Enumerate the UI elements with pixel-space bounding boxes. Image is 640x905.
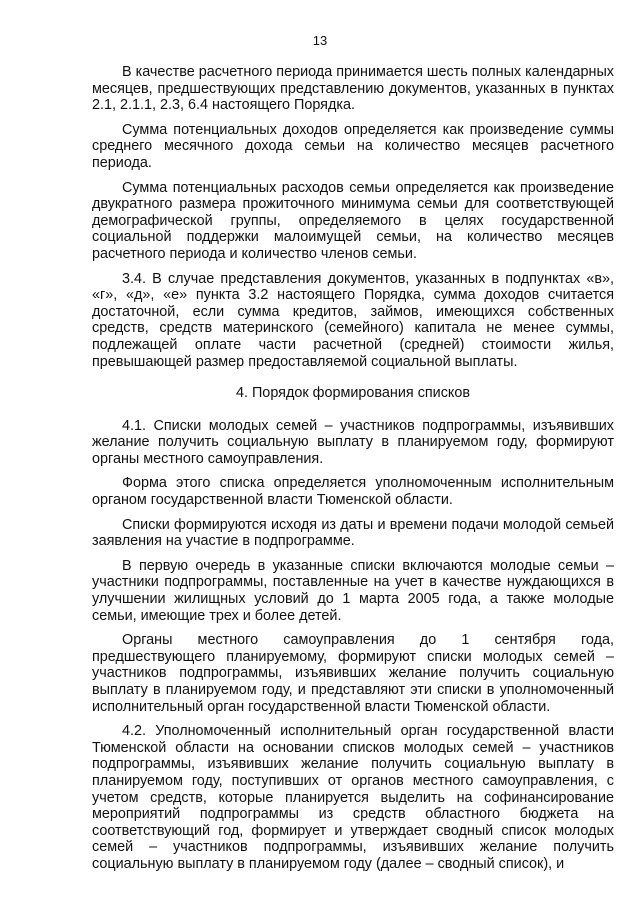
- paragraph-list-formation: Списки формируются исходя из даты и времени подачи молодой семьей заявления на участие в подпрограмме.: [92, 516, 614, 550]
- paragraph-4-1: 4.1. Списки молодых семей – участников подпрограммы, изъявивших желание получить социальную выплату в планируемом году, формируют органы местного самоуправления.: [92, 417, 614, 467]
- paragraph-calculation-period: В качестве расчетного периода принимается шесть полных календарных месяцев, предшествующих представлению документов, указанных в пунктах 2.1, 2.1.1, 2.3, 6.4 настоящего Порядка.: [92, 64, 614, 114]
- section-heading: 4. Порядок формирования списков: [235, 385, 471, 402]
- paragraph-priority-families: В первую очередь в указанные списки включаются молодые семьи – участники подпрограммы, поставленные на учет в качестве нуждающихся в улучшении жилищных условий до 1 марта 2005 года, а также молодые семьи, имеющие трех и более детей.: [92, 557, 614, 624]
- paragraph-local-authorities: Органы местного самоуправления до 1 сентября года, предшествующего планируемому, формируют списки молодых семей – участников подпрограммы, изъявивших желание получить социальную выплату в планируемом году, и представляют эти списки в уполномоченный исполнительный орган государственной власти Тюменской области.: [92, 632, 614, 715]
- paragraph-3-4: 3.4. В случае представления документов, указанных в подпунктах «в», «г», «д», «е» пункта 3.2 настоящего Порядка, сумма доходов считается достаточной, если сумма кредитов, займов, имеющихся собственных средств, средств материнского (семейного) капитала не менее суммы, подлежащей оплате части расчетной (средней) стоимости жилья, превышающей размер предоставляемой социальной выплаты.: [92, 270, 614, 370]
- paragraph-list-form: Форма этого списка определяется уполномоченным исполнительным органом государственной власти Тюменской области.: [92, 475, 614, 509]
- page-number: 13: [312, 33, 328, 48]
- paragraph-4-2: 4.2. Уполномоченный исполнительный орган государственной власти Тюменской области на основании списков молодых семей – участников подпрограммы, изъявивших желание получить социальную выплату в планируемом году, поступивших от органов местного самоуправления, с учетом средств, которые планируется выделить на софинансирование мероприятий подпрограммы из средств областного бюджета на соответствующий год, формирует и утверждает сводный список молодых семей – участников подпрограммы, изъявивших желание получить социальную выплату в планируемом году (далее – сводный список), и: [92, 723, 614, 872]
- paragraph-potential-income: Сумма потенциальных доходов определяется как произведение суммы среднего месячного дохода семьи на количество месяцев расчетного периода.: [92, 121, 614, 171]
- document-body: [92, 64, 614, 873]
- paragraph-potential-expenses: Сумма потенциальных расходов семьи определяется как произведение двукратного размера прожиточного минимума семьи для соответствующей демографической группы, определяемого в целях государственной социальной поддержки малоимущей семьи, на количество месяцев расчетного периода и количество членов семьи.: [92, 179, 614, 262]
